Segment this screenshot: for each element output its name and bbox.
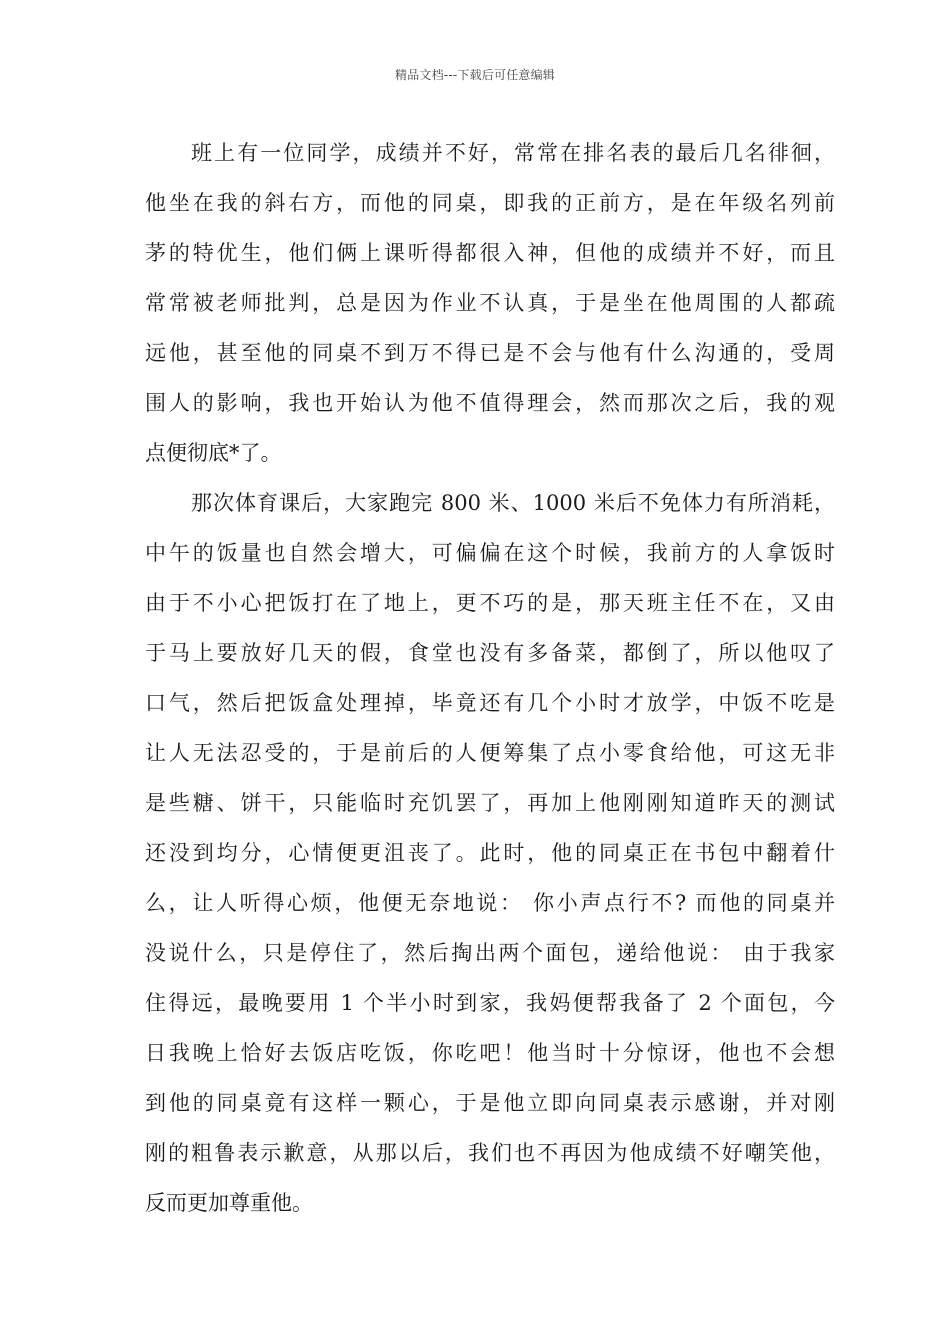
- paragraph-line: 还没到均分，心情便更沮丧了。此时，他的同桌正在书包中翻着什: [145, 841, 835, 865]
- document-body: [145, 128, 835, 1228]
- paragraph-line: 反而更加尊重他。: [145, 1191, 313, 1215]
- paragraph-line: 住得远，最晚要用 1 个半小时到家，我妈便帮我备了 2 个面包，今: [145, 991, 835, 1015]
- paragraph-line: 远他，甚至他的同桌不到万不得已是不会与他有什么沟通的，受周: [145, 341, 835, 365]
- paragraph-line: 口气，然后把饭盒处理掉，毕竟还有几个小时才放学，中饭不吃是: [145, 691, 835, 715]
- paragraph-line: 么，让人听得心烦，他便无奈地说： 你小声点行不? 而他的同桌并: [145, 891, 835, 915]
- paragraph-line: 茅的特优生，他们俩上课听得都很入神，但他的成绩并不好，而且: [145, 241, 835, 265]
- page-header: 精品文档---下载后可任意编辑: [395, 68, 555, 82]
- paragraph-line: 中午的饭量也自然会增大，可偏偏在这个时候，我前方的人拿饭时: [145, 541, 835, 565]
- paragraph-line: 于马上要放好几天的假，食堂也没有多备菜，都倒了，所以他叹了: [145, 641, 835, 665]
- paragraph-line: 到他的同桌竟有这样一颗心，于是他立即向同桌表示感谢，并对刚: [145, 1091, 835, 1115]
- paragraph-line: 点便彻底*了。: [145, 441, 282, 465]
- paragraph-line: 班上有一位同学，成绩并不好，常常在排名表的最后几名徘徊，: [191, 141, 835, 165]
- paragraph-line: 是些糖、饼干，只能临时充饥罢了，再加上他刚刚知道昨天的测试: [145, 791, 835, 815]
- paragraph-line: 他坐在我的斜右方，而他的同桌，即我的正前方，是在年级名列前: [145, 191, 835, 215]
- paragraph-line: 没说什么，只是停住了，然后掏出两个面包，递给他说： 由于我家: [145, 941, 835, 965]
- paragraph-line: 那次体育课后，大家跑完 800 米、1000 米后不免体力有所消耗，: [191, 491, 835, 515]
- paragraph-line: 让人无法忍受的，于是前后的人便筹集了点小零食给他，可这无非: [145, 741, 835, 765]
- paragraph-1: [145, 128, 835, 478]
- paragraph-line: 日我晚上恰好去饭店吃饭，你吃吧！他当时十分惊讶，他也不会想: [145, 1041, 835, 1065]
- paragraph-2: [145, 478, 835, 1228]
- paragraph-line: 围人的影响，我也开始认为他不值得理会，然而那次之后，我的观: [145, 391, 835, 415]
- paragraph-line: 由于不小心把饭打在了地上，更不巧的是，那天班主任不在，又由: [145, 591, 835, 615]
- paragraph-line: 常常被老师批判，总是因为作业不认真，于是坐在他周围的人都疏: [145, 291, 835, 315]
- paragraph-line: 刚的粗鲁表示歉意，从那以后，我们也不再因为他成绩不好嘲笑他，: [145, 1141, 835, 1165]
